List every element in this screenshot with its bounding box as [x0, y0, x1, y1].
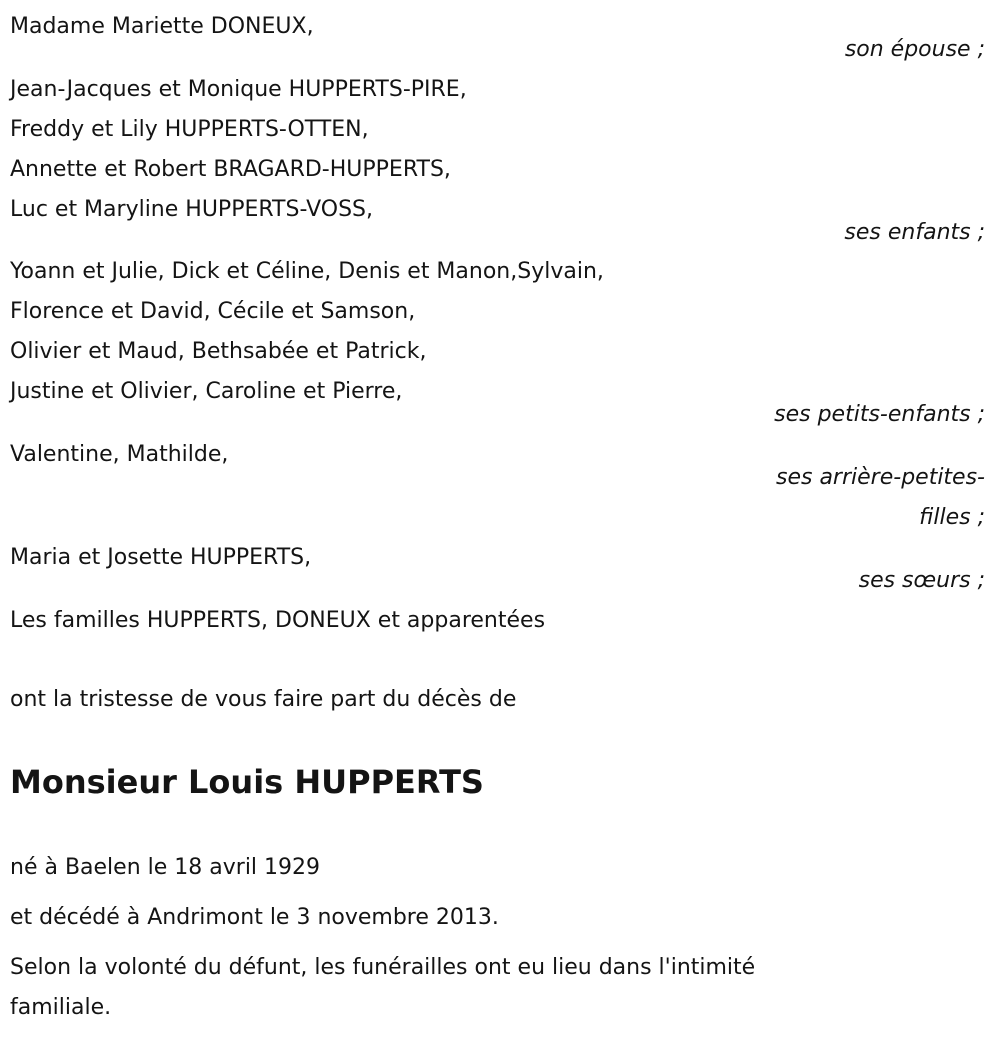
- great-grandchildren-role-cont: filles ;: [919, 505, 985, 530]
- announcement-text: ont la tristesse de vous faire part du décès de: [10, 687, 517, 712]
- child-name: Jean-Jacques et Monique HUPPERTS-PIRE,: [10, 77, 467, 102]
- death-line: et décédé à Andrimont le 3 novembre 2013.: [10, 905, 499, 930]
- child-name: Annette et Robert BRAGARD-HUPPERTS,: [10, 157, 451, 182]
- grandchildren-names: Yoann et Julie, Dick et Céline, Denis et Manon,Sylvain,: [10, 259, 604, 284]
- sisters-names: Maria et Josette HUPPERTS,: [10, 545, 312, 570]
- grandchildren-names: Florence et David, Cécile et Samson,: [10, 299, 416, 324]
- grandchildren-names: Olivier et Maud, Bethsabée et Patrick,: [10, 339, 427, 364]
- child-name: Luc et Maryline HUPPERTS-VOSS,: [10, 197, 373, 222]
- deceased-name: Monsieur Louis HUPPERTS: [10, 763, 484, 801]
- spouse-name: Madame Mariette DONEUX,: [10, 14, 314, 39]
- funeral-line-cont: familiale.: [10, 995, 112, 1020]
- great-grandchildren-role: ses arrière-petites-: [776, 465, 985, 490]
- grandchildren-names: Justine et Olivier, Caroline et Pierre,: [10, 379, 403, 404]
- great-grandchildren-names: Valentine, Mathilde,: [10, 442, 229, 467]
- birth-line: né à Baelen le 18 avril 1929: [10, 855, 321, 880]
- families-line: Les familles HUPPERTS, DONEUX et apparentées: [10, 608, 546, 633]
- sisters-role: ses sœurs ;: [858, 568, 985, 593]
- spouse-role: son épouse ;: [844, 37, 985, 62]
- children-role: ses enfants ;: [844, 220, 985, 245]
- grandchildren-role: ses petits-enfants ;: [774, 402, 985, 427]
- funeral-line: Selon la volonté du défunt, les funérailles ont eu lieu dans l'intimité: [10, 955, 756, 980]
- child-name: Freddy et Lily HUPPERTS-OTTEN,: [10, 117, 369, 142]
